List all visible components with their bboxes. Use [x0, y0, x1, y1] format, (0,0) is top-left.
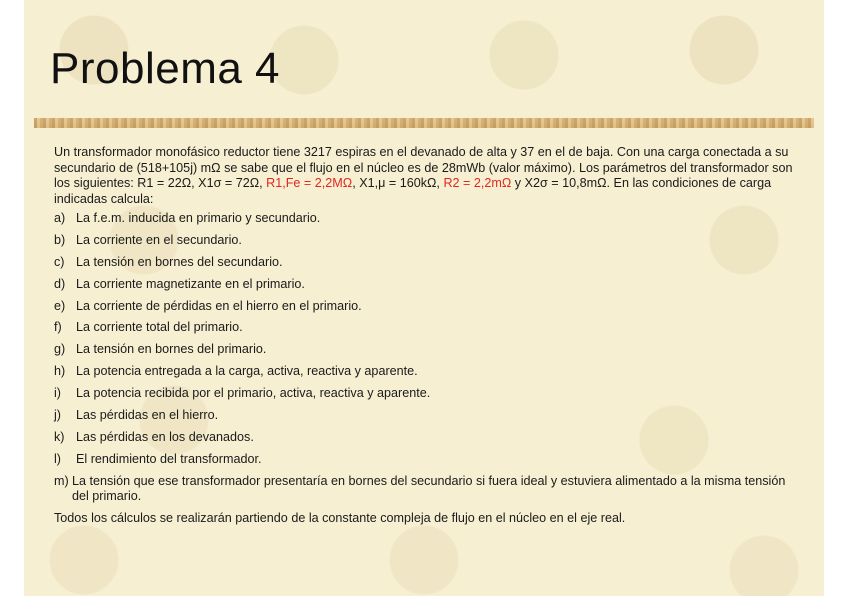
item-text: La corriente en el secundario.	[76, 232, 242, 247]
item-text: La corriente magnetizante en el primario.	[76, 276, 305, 291]
list-item	[54, 299, 794, 315]
item-label: i)	[54, 386, 61, 401]
item-text: La corriente de pérdidas en el hierro en el primario.	[76, 298, 362, 313]
item-text: El rendimiento del transformador.	[76, 451, 262, 466]
item-text: La tensión en bornes del secundario.	[76, 254, 283, 269]
list-item	[54, 342, 794, 358]
title-divider	[34, 118, 814, 128]
list-item	[54, 452, 794, 468]
item-label: k)	[54, 429, 65, 444]
item-label: b)	[54, 232, 66, 247]
item-label: a)	[54, 211, 66, 225]
intro-text-3: y X2σ = 10,8mΩ. En las condiciones de carga indicadas calcula:	[54, 176, 772, 206]
slide-title: Problema 4	[50, 44, 281, 93]
list-item	[54, 386, 794, 402]
item-label: l)	[54, 451, 61, 466]
item-label: j)	[54, 408, 61, 423]
item-text: La corriente total del primario.	[76, 320, 243, 335]
list-item	[54, 277, 794, 293]
item-text: La potencia entregada a la carga, activa, reactiva y aparente.	[76, 364, 418, 379]
problem-statement	[54, 145, 794, 207]
list-item	[54, 408, 794, 424]
item-label: c)	[54, 254, 65, 269]
item-label: g)	[54, 342, 66, 357]
list-item	[54, 211, 794, 227]
problem-content	[54, 145, 794, 527]
item-text: La potencia recibida por el primario, activa, reactiva y aparente.	[76, 386, 431, 401]
list-item	[54, 255, 794, 271]
intro-text-2: , X1,μ = 160kΩ,	[352, 176, 444, 190]
highlight-r1fe: R1,Fe = 2,2MΩ	[266, 176, 353, 190]
item-text: Las pérdidas en el hierro.	[76, 408, 219, 423]
item-label: e)	[54, 298, 66, 313]
item-label: m)	[54, 473, 69, 488]
item-text: La tensión en bornes del primario.	[76, 342, 267, 357]
closing-note: Todos los cálculos se realizarán partiendo de la constante compleja de flujo en el núcleo en el eje real.	[54, 511, 626, 526]
list-item	[54, 430, 794, 446]
item-text: Las pérdidas en los devanados.	[76, 429, 254, 444]
question-list	[54, 211, 794, 505]
highlight-r2: R2 = 2,2mΩ	[443, 176, 512, 190]
list-item	[54, 364, 794, 380]
item-label: d)	[54, 276, 66, 291]
list-item	[54, 233, 794, 249]
intro-text-1: Un transformador monofásico reductor tiene 3217 espiras en el devanado de alta y 37 en el de baja. Con una carga conectada a su secundario de (518+105j) mΩ se sabe que el flujo en el núcleo es de 28mWb (valor máximo). Los parámetros del transformador son los siguientes: R1 = 22Ω, X1σ = 72Ω,	[54, 145, 793, 190]
item-label: f)	[54, 320, 62, 335]
slide	[24, 0, 824, 596]
list-item	[54, 474, 794, 505]
item-text: La f.e.m. inducida en primario y secundario.	[76, 211, 321, 225]
list-item	[54, 320, 794, 336]
item-text: La tensión que ese transformador presentaría en bornes del secundario si fuera ideal y estuviera alimentado a la misma tensión del primario.	[72, 473, 786, 504]
item-label: h)	[54, 364, 66, 379]
